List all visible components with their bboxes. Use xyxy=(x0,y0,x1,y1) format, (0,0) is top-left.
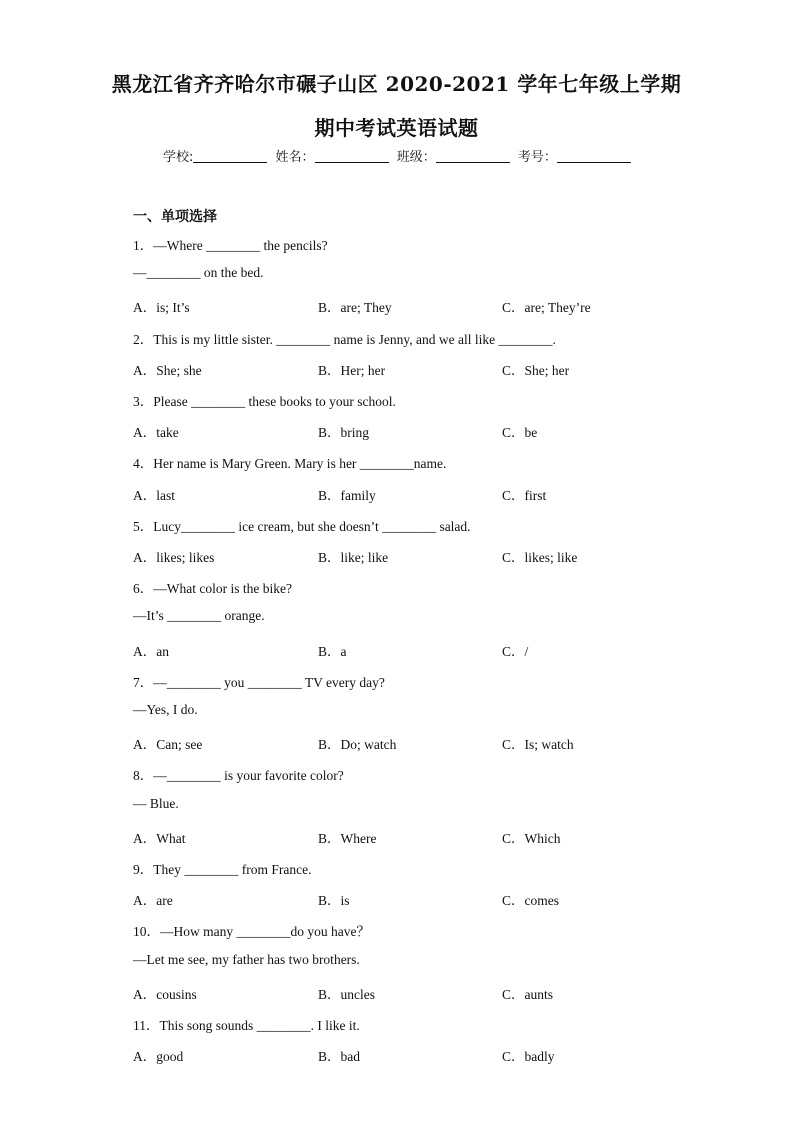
question-7-option-c: C．Is; watch xyxy=(502,737,574,752)
question-5-option-a: A．likes; likes xyxy=(133,550,215,565)
section-title: 一、单项选择 xyxy=(133,209,217,225)
question-5-stem: 5．Lucy________ ice cream, but she doesn’t ________ salad. xyxy=(133,519,471,534)
question-6-stem-2: —It’s ________ orange. xyxy=(133,608,265,623)
question-4-stem: 4．Her name is Mary Green. Mary is her ________name. xyxy=(133,456,447,471)
question-7-stem-2: —Yes, I do. xyxy=(133,702,198,717)
question-9-option-b: B．is xyxy=(318,893,350,908)
question-6-option-b: B．a xyxy=(318,644,347,659)
question-3-option-c: C．be xyxy=(502,425,538,440)
question-2-option-a: A．She; she xyxy=(133,363,202,378)
question-10-stem: 10．—How many ________do you have？ xyxy=(133,924,370,939)
question-4-option-b: B．family xyxy=(318,488,376,503)
question-1-option-a: A．is; It’s xyxy=(133,300,190,315)
question-8-option-a: A．What xyxy=(133,831,186,846)
question-8-stem-2: — Blue. xyxy=(133,796,179,811)
question-3-option-a: A．take xyxy=(133,425,179,440)
class-label: 班级： xyxy=(396,150,436,165)
question-10-option-c: C．aunts xyxy=(502,987,554,1002)
question-9-option-a: A．are xyxy=(133,893,173,908)
question-3-option-b: B．bring xyxy=(318,425,370,440)
question-5-option-b: B．like; like xyxy=(318,550,389,565)
question-1-stem-2: —________ on the bed. xyxy=(133,265,264,280)
question-7-stem: 7．—________ you ________ TV every day? xyxy=(133,675,385,690)
question-10-option-b: B．uncles xyxy=(318,987,375,1002)
question-11-option-b: B．bad xyxy=(318,1049,360,1064)
question-11-option-c: C．badly xyxy=(502,1049,555,1064)
question-1-stem: 1．—Where ________ the pencils? xyxy=(133,238,328,253)
question-11-stem: 11．This song sounds ________. I like it. xyxy=(133,1018,360,1033)
question-10-option-a: A．cousins xyxy=(133,987,197,1002)
question-7-option-b: B．Do; watch xyxy=(318,737,397,752)
question-5-option-c: C．likes; like xyxy=(502,550,578,565)
question-8-option-c: C．Which xyxy=(502,831,561,846)
question-1-option-c: C．are; They’re xyxy=(502,300,591,315)
name-label: 姓名： xyxy=(275,150,315,165)
school-label: 学校: xyxy=(163,150,194,165)
question-4-option-a: A．last xyxy=(133,488,175,503)
exam-number-blank xyxy=(557,149,631,163)
question-6-option-a: A．an xyxy=(133,644,169,659)
question-8-option-b: B．Where xyxy=(318,831,377,846)
school-blank xyxy=(193,149,267,163)
question-7-option-a: A．Can; see xyxy=(133,737,203,752)
exam-number-label: 考号： xyxy=(517,150,557,165)
question-2-option-c: C．She; her xyxy=(502,363,570,378)
question-1-option-b: B．are; They xyxy=(318,300,392,315)
question-9-stem: 9．They ________ from France. xyxy=(133,862,312,877)
page-title-line2: 期中考试英语试题 xyxy=(314,116,479,140)
question-11-option-a: A．good xyxy=(133,1049,184,1064)
page-title-line1: 黑龙江省齐齐哈尔市碾子山区 2020-2021 学年七年级上学期 xyxy=(111,72,682,96)
question-10-stem-2: —Let me see, my father has two brothers. xyxy=(133,952,360,967)
question-2-option-b: B．Her; her xyxy=(318,363,386,378)
question-3-stem: 3．Please ________ these books to your school. xyxy=(133,394,396,409)
student-info-row xyxy=(163,146,635,165)
question-9-option-c: C．comes xyxy=(502,893,559,908)
question-6-stem: 6．—What color is the bike? xyxy=(133,581,292,596)
class-blank xyxy=(436,149,510,163)
question-4-option-c: C．first xyxy=(502,488,547,503)
question-6-option-c: C．/ xyxy=(502,644,529,659)
question-8-stem: 8．—________ is your favorite color? xyxy=(133,768,344,783)
question-2-stem: 2．This is my little sister. ________ name is Jenny, and we all like ________. xyxy=(133,332,556,347)
name-blank xyxy=(315,149,389,163)
